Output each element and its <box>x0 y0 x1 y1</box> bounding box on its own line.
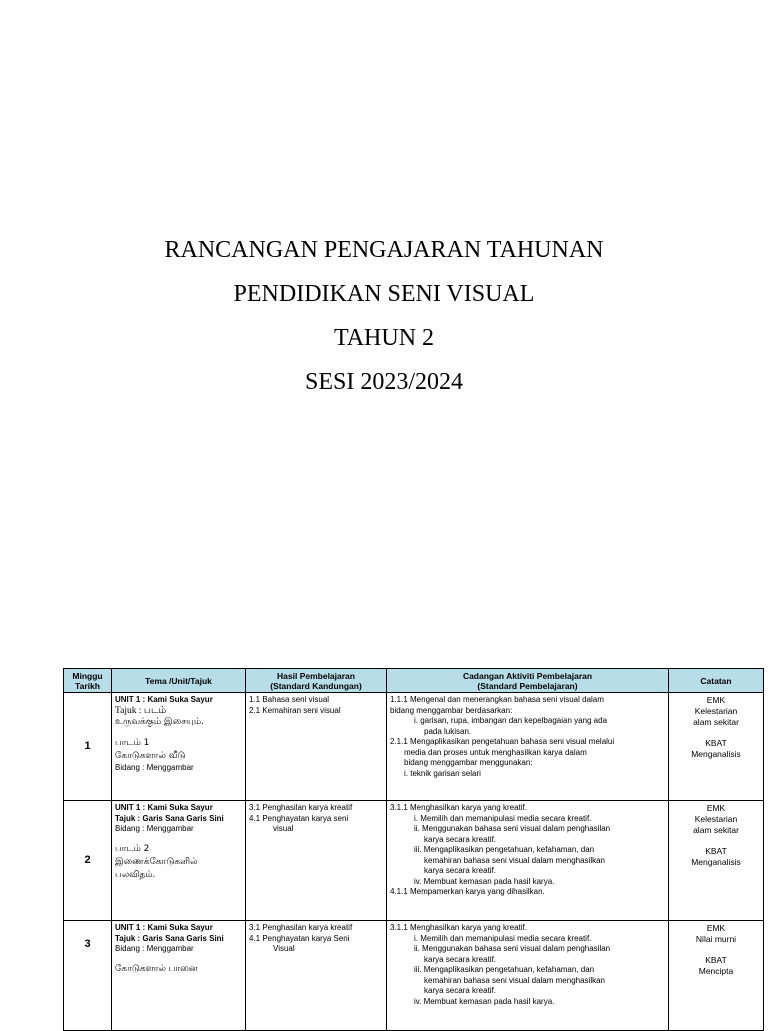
spacer <box>115 835 242 843</box>
tajuk-text <box>115 706 242 717</box>
week-number: 1 <box>64 693 112 801</box>
title-line-3: TAHUN 2 <box>333 325 435 351</box>
bidang-text: Bidang : Menggambar <box>115 763 194 772</box>
tamil-line: பாடம் 1 <box>115 738 150 748</box>
tajuk-value: : படம் <box>138 705 167 716</box>
catatan-cell <box>669 801 764 921</box>
tamil-line: உருவக்கும் இசையும். <box>115 717 204 727</box>
cadangan-line: bidang menggambar menggunakan: <box>404 758 533 767</box>
table-row <box>64 801 764 921</box>
cadangan-line: iii. Mengaplikasikan pengetahuan, kefahaman, dan <box>414 845 595 854</box>
hasil-cell <box>246 921 387 1031</box>
catatan-line: EMK <box>706 803 726 813</box>
unit-text: UNIT 1 : Kami Suka Sayur <box>115 695 213 704</box>
hasil-item: 1.1 Bahasa seni visual <box>249 695 330 704</box>
header-cadangan-1: Cadangan Aktiviti Pembelajaran <box>462 670 593 681</box>
header-hasil-2: (Standard Kandungan) <box>270 680 362 691</box>
header-catatan: Catatan <box>669 669 764 693</box>
hasil-cell <box>246 801 387 921</box>
catatan-line: Mencipta <box>698 966 734 976</box>
cadangan-line: 1.1.1 Mengenal dan menerangkan bahasa seni visual dalam <box>390 695 604 704</box>
table-row <box>64 693 764 801</box>
catatan-line: EMK <box>706 923 726 933</box>
header-tarikh: Tarikh <box>75 680 100 691</box>
tamil-line: பாடம் 2 <box>115 843 150 854</box>
spacer <box>672 728 760 738</box>
header-tema: Tema /Unit/Tajuk <box>112 669 246 693</box>
catatan-line: Kelestarian <box>694 814 738 824</box>
tema-cell <box>112 921 246 1031</box>
tajuk-label: Tajuk <box>115 705 137 716</box>
catatan-line: Menganalisis <box>691 749 741 759</box>
cadangan-line: karya secara kreatif. <box>424 986 497 995</box>
cadangan-line: 3.1.1 Menghasilkan karya yang kreatif. <box>390 923 527 932</box>
cadangan-line: iv. Membuat kemasan pada hasil karya. <box>414 996 555 1006</box>
tamil-line: கோடுகளால் பானை <box>115 963 198 974</box>
tamil-line: கோடுகளால் வீடு <box>115 751 186 761</box>
hasil-item: 4.1 Penghayatan karya Seni <box>249 933 350 943</box>
hasil-item: visual <box>273 824 294 833</box>
catatan-line: alam sekitar <box>693 717 739 727</box>
cadangan-line: iii. Mengaplikasikan pengetahuan, kefahaman, dan <box>414 965 595 974</box>
cadangan-line: kemahiran bahasa seni visual dalam menghasilkan <box>424 975 605 985</box>
hasil-cell <box>246 693 387 801</box>
cadangan-line: iv. Membuat kemasan pada hasil karya. <box>414 876 555 886</box>
week-number: 2 <box>64 801 112 921</box>
catatan-line: KBAT <box>705 738 727 748</box>
lesson-plan-table <box>63 668 764 1031</box>
header-hasil <box>246 669 387 693</box>
bidang-text: Bidang : Menggambar <box>115 944 194 953</box>
bidang-text: Bidang : Menggambar <box>115 824 194 833</box>
spacer <box>672 945 760 955</box>
cadangan-line: i. Memilih dan memanipulasi media secara kreatif. <box>414 813 592 823</box>
tamil-line: இணைக்கோடுகளில் <box>115 856 198 867</box>
table-row <box>64 921 764 1031</box>
header-minggu-tarikh <box>64 669 112 693</box>
cadangan-line: i. garisan, rupa, imbangan dan kepelbagaian yang ada <box>414 716 608 725</box>
hasil-item: 4.1 Penghayatan karya seni <box>249 813 349 823</box>
catatan-cell <box>669 693 764 801</box>
tema-cell <box>112 693 246 801</box>
cadangan-line: 2.1.1 Mengaplikasikan pengetahuan bahasa seni visual melalui <box>390 737 615 746</box>
header-minggu: Minggu <box>72 670 103 681</box>
week-number-text: 3 <box>84 938 91 950</box>
document-title <box>0 228 768 404</box>
cadangan-line: 3.1.1 Menghasilkan karya yang kreatif. <box>390 803 527 812</box>
tema-cell <box>112 801 246 921</box>
hasil-item: 2.1 Kemahiran seni visual <box>249 705 341 715</box>
catatan-line: alam sekitar <box>693 825 739 835</box>
tajuk-text: Tajuk : Garis Sana Garis Sini <box>115 813 224 823</box>
catatan-line: KBAT <box>705 846 727 856</box>
cadangan-line: 4.1.1 Mempamerkan karya yang dihasilkan. <box>390 887 545 896</box>
table-header-row <box>64 669 764 693</box>
hasil-item: 3.1 Penghasilan karya kreatif <box>249 923 353 932</box>
cadangan-line: karya secara kreatif. <box>424 954 497 964</box>
cadangan-line: ii. Menggunakan bahasa seni visual dalam penghasilan <box>414 944 611 953</box>
spacer <box>115 955 242 963</box>
title-line-2: PENDIDIKAN SENI VISUAL <box>233 281 535 307</box>
cadangan-line: ii. Menggunakan bahasa seni visual dalam penghasilan <box>414 824 611 833</box>
spacer <box>672 836 760 846</box>
header-hasil-1: Hasil Pembelajaran <box>277 670 355 681</box>
spacer <box>115 729 242 737</box>
hasil-item: Visual <box>273 944 295 953</box>
tamil-line: பலவிதம். <box>115 869 156 880</box>
tajuk-text: Tajuk : Garis Sana Garis Sini <box>115 933 224 943</box>
title-line-4: SESI 2023/2024 <box>304 369 463 395</box>
catatan-line: KBAT <box>705 955 727 965</box>
cadangan-cell <box>387 921 669 1031</box>
week-number <box>64 921 112 1031</box>
cadangan-line: i. Memilih dan memanipulasi media secara kreatif. <box>414 933 592 943</box>
cadangan-line: karya secara kreatif. <box>424 866 497 875</box>
catatan-cell <box>669 921 764 1031</box>
cadangan-cell <box>387 693 669 801</box>
catatan-line: Kelestarian <box>694 706 738 716</box>
cadangan-line: kemahiran bahasa seni visual dalam menghasilkan <box>424 855 605 865</box>
cadangan-line: i. teknik garisan selari <box>404 768 481 778</box>
cadangan-cell <box>387 801 669 921</box>
cadangan-line: pada lukisan. <box>424 726 472 736</box>
header-cadangan-2: (Standard Pembelajaran) <box>477 680 578 691</box>
catatan-line: EMK <box>706 695 726 705</box>
hasil-item: 3.1 Penghasilan karya kreatif <box>249 803 353 812</box>
cadangan-line: bidang menggambar berdasarkan: <box>390 705 513 715</box>
title-line-1: RANCANGAN PENGAJARAN TAHUNAN <box>164 237 604 263</box>
unit-text: UNIT 1 : Kami Suka Sayur <box>115 803 213 812</box>
catatan-line: Menganalisis <box>691 857 741 867</box>
cadangan-line: karya secara kreatif. <box>424 834 497 844</box>
catatan-line: Nilai murni <box>695 934 737 944</box>
cadangan-line: media dan proses untuk menghasilkan karya dalam <box>404 747 587 757</box>
header-cadangan <box>387 669 669 693</box>
unit-text: UNIT 1 : Kami Suka Sayur <box>115 923 213 932</box>
